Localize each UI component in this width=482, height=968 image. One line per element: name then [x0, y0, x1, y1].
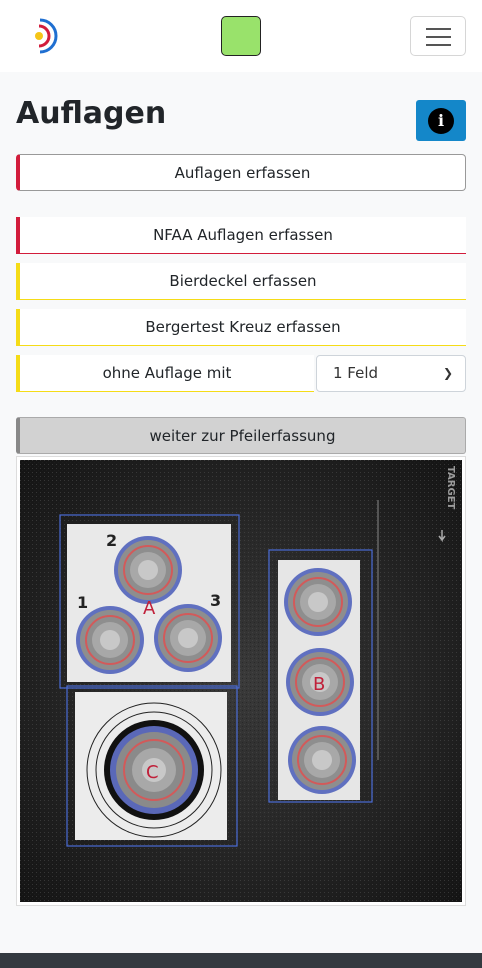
field-count-select[interactable] [316, 355, 466, 392]
bierdeckel-erfassen-button[interactable]: Bierdeckel erfassen [16, 263, 466, 300]
svg-text:2: 2 [106, 531, 118, 550]
svg-text:TARGET: TARGET [445, 466, 456, 510]
spot-a3 [154, 604, 222, 672]
spot-a1 [76, 606, 144, 674]
svg-text:3: 3 [210, 591, 222, 610]
weiter-pfeilerfassung-button[interactable]: weiter zur Pfeilerfassung [16, 417, 466, 454]
svg-text:C: C [146, 762, 159, 783]
target-sheet-c [67, 686, 237, 846]
target-photo-frame [16, 456, 466, 906]
info-button[interactable] [416, 100, 466, 141]
spot-b1 [284, 568, 352, 636]
svg-text:B: B [313, 674, 326, 695]
page-title: Auflagen [16, 96, 167, 131]
svg-text:A: A [143, 598, 156, 619]
status-indicator [221, 16, 261, 56]
chevron-down-icon: ❯ [442, 366, 453, 380]
target-photo[interactable] [20, 460, 462, 902]
spot-a2 [114, 536, 182, 604]
ohne-auflage-button[interactable]: ohne Auflage mit [16, 355, 314, 392]
svg-text:1: 1 [77, 593, 89, 612]
info-icon: i [428, 108, 454, 134]
target-sheet-a [60, 515, 239, 688]
menu-toggle-button[interactable] [410, 16, 466, 56]
navbar [0, 0, 482, 72]
auflagen-erfassen-button[interactable]: Auflagen erfassen [16, 154, 466, 191]
bergertest-kreuz-erfassen-button[interactable]: Bergertest Kreuz erfassen [16, 309, 466, 346]
target-sheet-b [269, 550, 372, 802]
target-logo-icon[interactable] [30, 16, 58, 56]
field-count-value: 1 Feld [333, 364, 379, 382]
spot-b3 [288, 726, 356, 794]
footer [0, 953, 482, 968]
nfaa-auflagen-erfassen-button[interactable]: NFAA Auflagen erfassen [16, 217, 466, 254]
